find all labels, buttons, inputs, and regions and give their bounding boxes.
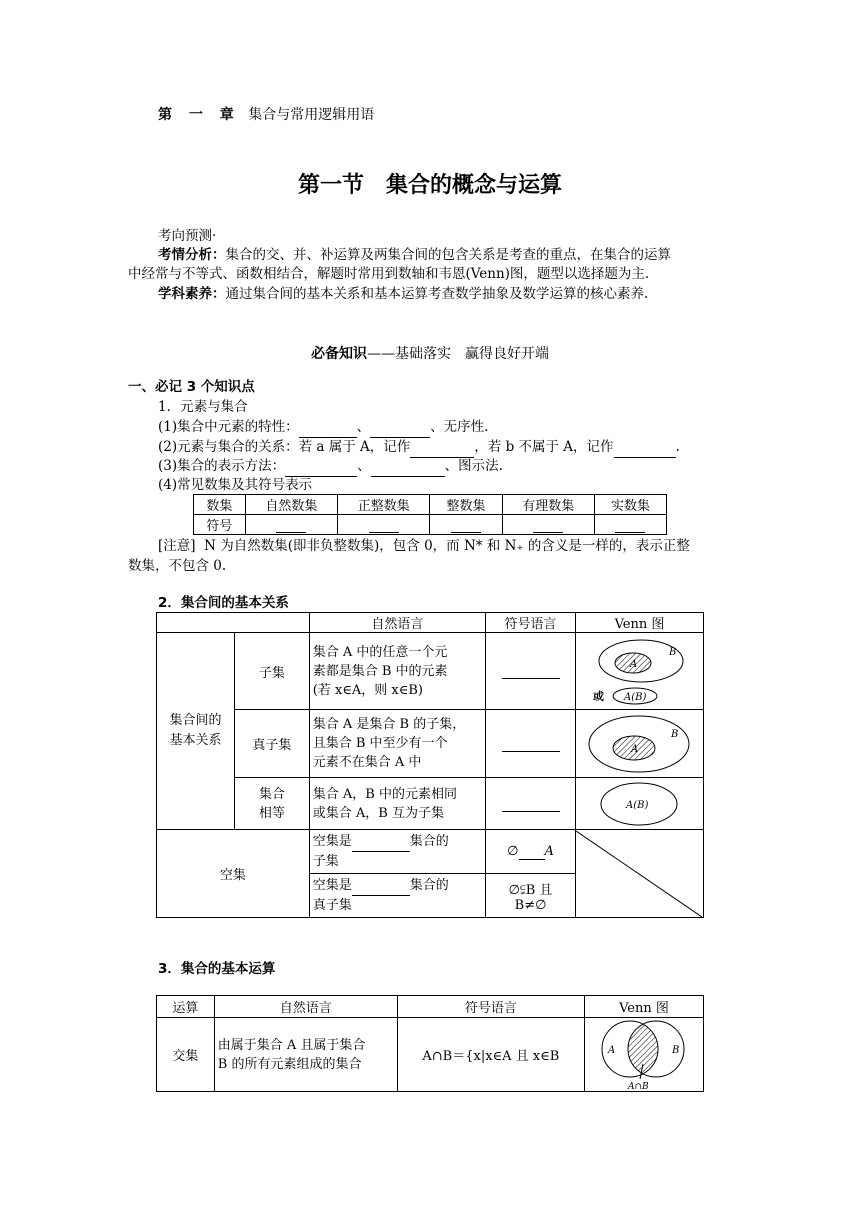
line-2c: . [675, 439, 680, 455]
literacy-label: 学科素养： [158, 286, 226, 302]
empty-row-text: 空集是 集合的 真子集 [309, 874, 485, 918]
cell [430, 515, 502, 535]
row-text: 集合 A，B 中的元素相同 或集合 A，B 互为子集 [309, 778, 485, 830]
line-1c: 、无序性. [430, 419, 489, 435]
forecast-heading: 考向预测· [158, 228, 217, 244]
note-line1 [158, 537, 690, 556]
th: Venn 图 [575, 613, 703, 633]
line-3a: (3)集合的表示方法： [158, 458, 286, 474]
chapter-header [158, 104, 374, 124]
blank [299, 418, 357, 438]
row-name: 真子集 [234, 710, 309, 778]
line-3b: 、 [357, 458, 371, 474]
group-label: 集合间的基本关系 [157, 633, 235, 830]
empty-set-label: 空集 [157, 830, 310, 918]
diagonal-cell [575, 830, 703, 918]
row-name: 子集 [234, 633, 309, 710]
blank [371, 457, 445, 477]
row-text: 集合 A 中的任意一个元 素都是集合 B 中的元素 (若 x∈A，则 x∈B) [309, 633, 485, 710]
row-symbol: A∩B＝{x|x∈A 且 x∈B [397, 1018, 584, 1092]
venn-intersection [584, 1018, 703, 1092]
th: 正整数集 [338, 495, 430, 515]
line-2a: (2)元素与集合的关系：若 a 属于 A，记作 [158, 439, 411, 455]
section-bold: 必备知识 [311, 346, 367, 362]
cell [502, 515, 594, 535]
venn-proper-subset [575, 710, 703, 778]
line-1 [158, 418, 488, 438]
th: Venn 图 [584, 996, 703, 1018]
svg-text:A(B): A(B) [624, 692, 647, 703]
row-name: 集合相等 [234, 778, 309, 830]
line-1b: 、 [356, 419, 371, 435]
line-2 [158, 438, 680, 458]
empty-row-text: 空集是 集合的 子集 [309, 830, 485, 874]
part1-sub1: 1．元素与集合 [158, 399, 248, 415]
empty-row-symbol: ∅⫋B 且 B≠∅ [486, 874, 576, 918]
th: 整数集 [430, 495, 502, 515]
number-set-table [193, 494, 667, 535]
cell [245, 515, 337, 535]
analysis-label: 考情分析： [158, 247, 226, 263]
svg-text:A: A [631, 743, 639, 755]
cell [338, 515, 430, 535]
note-label: [注意] [158, 538, 196, 554]
row-text: 由属于集合 A 且属于集合 B 的所有元素组成的集合 [214, 1018, 397, 1092]
section-heading [0, 343, 860, 363]
venn-equal [575, 778, 703, 830]
blank [410, 438, 474, 458]
svg-text:A: A [630, 659, 638, 670]
th: 符号语言 [397, 996, 584, 1018]
literacy-text: 通过集合间的基本关系和基本运算考查数学抽象及数学运算的核心素养. [225, 286, 649, 302]
svg-text:A∩B: A∩B [627, 1081, 649, 1091]
th: 自然语言 [309, 613, 485, 633]
note-line2: 数集，不包含 0. [128, 558, 227, 574]
line-4: (4)常见数集及其符号表示 [158, 477, 313, 493]
empty-row-symbol: ∅ A [486, 830, 576, 874]
svg-text:B: B [669, 647, 677, 658]
line-3 [158, 457, 503, 477]
chapter-title: 集合与常用逻辑用语 [248, 107, 375, 123]
th: 有理数集 [502, 495, 594, 515]
part3-heading: 3．集合的基本运算 [158, 961, 276, 977]
svg-text:B: B [671, 728, 679, 740]
operation-table [156, 995, 704, 1092]
th: 运算 [157, 996, 215, 1018]
symbol-blank [486, 778, 576, 830]
literacy-line [158, 285, 648, 304]
row-name: 交集 [157, 1018, 215, 1092]
note-text1: N 为自然数集(即非负整数集)，包含 0，而 N* 和 N₊ 的含义是一样的，表示正整 [204, 538, 690, 554]
venn-subset [575, 633, 703, 710]
page-title: 第一节 集合的概念与运算 [297, 173, 562, 198]
empty-head [157, 613, 310, 633]
row-label: 符号 [194, 515, 246, 535]
or-label: 或 [593, 690, 605, 703]
line-3c: 、图示法. [444, 458, 503, 474]
line-1a: (1)集合中元素的特性： [158, 419, 299, 435]
venn-subset-diagram [579, 636, 699, 706]
svg-text:A(B): A(B) [626, 799, 649, 811]
cell [594, 515, 666, 535]
symbol-blank [486, 710, 576, 778]
relation-table [156, 612, 704, 918]
blank [285, 457, 357, 477]
line-2b: ，若 b 不属于 A，记作 [474, 439, 614, 455]
section-rest: ——基础落实 赢得良好开端 [367, 346, 549, 362]
chapter-number: 第 一 章 [158, 107, 240, 123]
analysis-line1 [158, 246, 671, 265]
blank [370, 418, 430, 438]
svg-text:A: A [607, 1044, 616, 1056]
th: 符号语言 [486, 613, 576, 633]
th: 实数集 [594, 495, 666, 515]
part2-heading: 2．集合间的基本关系 [158, 595, 289, 611]
symbol-blank [486, 633, 576, 710]
row-text: 集合 A 是集合 B 的子集， 且集合 B 中至少有一个 元素不在集合 A 中 [309, 710, 485, 778]
svg-text:B: B [671, 1044, 680, 1056]
analysis-line2: 中经常与不等式、函数相结合，解题时常用到数轴和韦恩(Venn)图，题型以选择题为主. [128, 266, 650, 282]
th: 自然数集 [245, 495, 337, 515]
th: 自然语言 [214, 996, 397, 1018]
blank [614, 438, 676, 458]
part1-heading: 一、必记 3 个知识点 [128, 379, 255, 395]
th: 数集 [194, 495, 246, 515]
analysis-text1: 集合的交、并、补运算及两集合间的包含关系是考查的重点，在集合的运算 [225, 247, 671, 263]
